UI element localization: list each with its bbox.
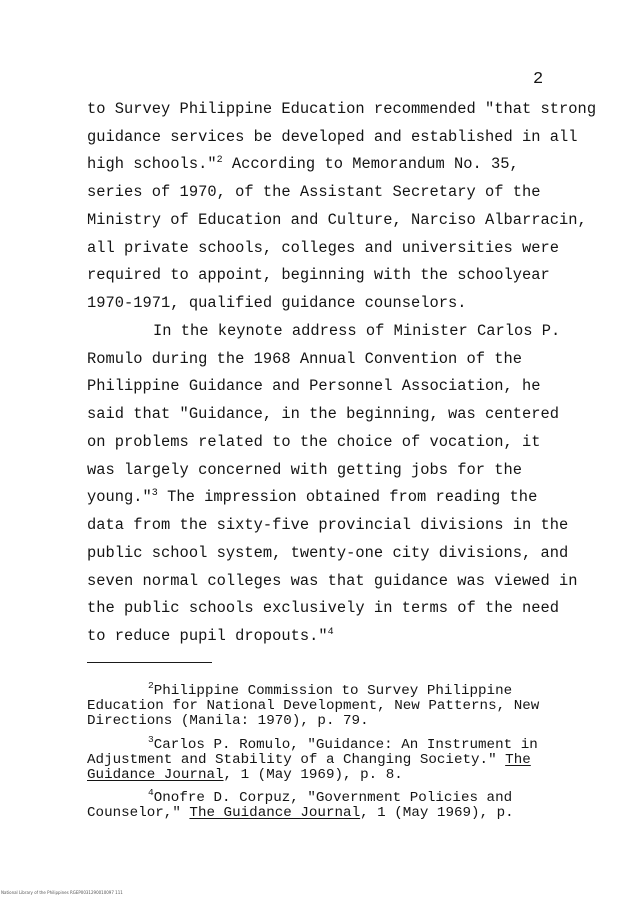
footnote-text: Adjustment and Stability of a Changing Society.": [87, 752, 506, 768]
body-line: series of 1970, of the Assistant Secretary of the: [87, 183, 541, 201]
footnote-text: , 1 (May 1969), p.: [360, 805, 514, 821]
body-line: the public schools exclusively in terms of the need: [87, 599, 560, 617]
footnote-mark: 3: [148, 734, 154, 745]
body-line: 1970-1971, qualified guidance counselors.: [87, 294, 467, 312]
footnote-ref-4: 4: [327, 627, 334, 638]
body-line: required to appoint, beginning with the schoolyear: [87, 266, 550, 284]
journal-title: The: [505, 752, 531, 768]
footnote-line: [87, 767, 403, 783]
body-line: data from the sixty-five provincial divisions in the: [87, 516, 569, 534]
footnote-mark: 2: [148, 680, 154, 691]
footnote-4: [148, 787, 513, 806]
footnote-divider: [87, 662, 212, 663]
footnote-line: [87, 805, 514, 821]
footnote-text: , 1 (May 1969), p. 8.: [223, 767, 403, 783]
footnote-mark: 4: [148, 787, 154, 798]
body-line: public school system, twenty-one city divisions, and: [87, 544, 569, 562]
footnote-line: [87, 752, 531, 768]
body-line: all private schools, colleges and universities were: [87, 239, 560, 257]
footnote-line: Directions (Manila: 1970), p. 79.: [87, 713, 369, 729]
journal-title: Guidance Journal: [87, 767, 224, 783]
footnote-text: Onofre D. Corpuz, "Government Policies and: [153, 790, 513, 806]
body-line: [87, 627, 334, 645]
footnote-text: Counselor,": [87, 805, 190, 821]
journal-title: The Guidance Journal: [189, 805, 361, 821]
footnote-2: [148, 680, 513, 699]
body-line: Romulo during the 1968 Annual Convention of the: [87, 350, 523, 368]
body-line: was largely concerned with getting jobs for the: [87, 461, 523, 479]
body-line: Ministry of Education and Culture, Narciso Albarracin,: [87, 211, 587, 229]
body-line: on problems related to the choice of vocation, it: [87, 433, 541, 451]
body-line: guidance services be developed and established in all: [87, 128, 578, 146]
footnote-text: Philippine Commission to Survey Philippine: [153, 683, 513, 699]
footnote-line: Education for National Development, New Patterns, New: [87, 698, 540, 714]
body-line-text: The impression obtained from reading the: [157, 488, 538, 506]
body-line-text: high schools.": [87, 155, 217, 173]
body-line: seven normal colleges was that guidance was viewed in: [87, 572, 578, 590]
body-line: to Survey Philippine Education recommended "that strong: [87, 100, 597, 118]
body-line-text: young.": [87, 488, 152, 506]
body-line: Philippine Guidance and Personnel Association, he: [87, 377, 541, 395]
footnote-ref-2: 2: [216, 155, 223, 166]
page-number: 2: [533, 70, 544, 89]
body-line: said that "Guidance, in the beginning, was centered: [87, 405, 560, 423]
body-line-text: to reduce pupil dropouts.": [87, 627, 328, 645]
footnote-ref-3: 3: [151, 488, 158, 499]
footnote-3: [148, 734, 538, 753]
body-line: [87, 155, 519, 173]
body-line: [87, 488, 537, 506]
footnote-text: Carlos P. Romulo, "Guidance: An Instrument in: [153, 737, 538, 753]
body-line-text: According to Memorandum No. 35,: [222, 155, 519, 173]
body-line: In the keynote address of Minister Carlos P.: [153, 322, 561, 340]
archive-footer: National Library of the Philippines RGEP0031290010097 111: [1, 890, 123, 895]
